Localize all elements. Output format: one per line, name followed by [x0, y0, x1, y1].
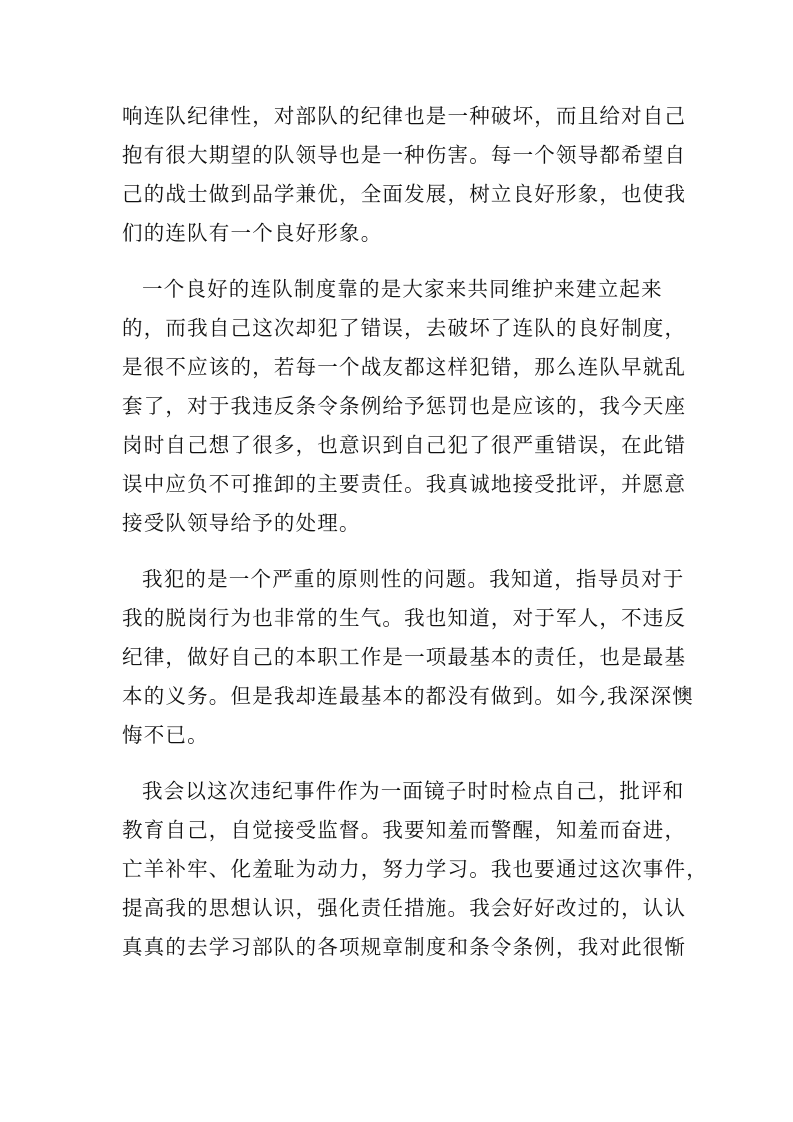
text-line: 我的脱岗行为也非常的生气。我也知道，对于军人，不违反	[122, 606, 687, 630]
text-line: 本的义务。但是我却连最基本的都没有做到。如今,我深深懊	[122, 684, 694, 708]
document-body	[122, 97, 708, 984]
text-line: 的，而我自己这次却犯了错误，去破坏了连队的良好制度，	[122, 316, 687, 340]
paragraph	[122, 560, 694, 755]
paragraph	[122, 97, 687, 253]
text-line: 是很不应该的，若每一个战友都这样犯错，那么连队早就乱	[122, 355, 687, 379]
text-line: 误中应负不可推卸的主要责任。我真诚地接受批评，并愿意	[122, 472, 687, 496]
text-line: 一个良好的连队制度靠的是大家来共同维护来建立起来	[142, 277, 663, 301]
text-line: 岗时自己想了很多，也意识到自己犯了很严重错误，在此错	[122, 433, 687, 457]
text-line: 提高我的思想认识，强化责任措施。我会好好改过的，认认	[122, 896, 687, 920]
text-line: 们的连队有一个良好形象。	[122, 221, 383, 245]
text-line: 纪律，做好自己的本职工作是一项最基本的责任，也是最基	[122, 645, 687, 669]
text-line: 教育自己，自觉接受监督。我要知羞而警醒，知羞而奋进，	[122, 818, 687, 842]
text-line: 抱有很大期望的队领导也是一种伤害。每一个领导都希望自	[122, 143, 687, 167]
text-line: 真真的去学习部队的各项规章制度和条令条例，我对此很惭	[122, 935, 687, 959]
paragraph	[122, 270, 687, 543]
text-line: 我会以这次违纪事件作为一面镜子时时检点自己，批评和	[142, 779, 685, 803]
paragraph	[122, 772, 708, 967]
text-line: 响连队纪律性，对部队的纪律也是一种破坏，而且给对自己	[122, 104, 687, 128]
text-line: 我犯的是一个严重的原则性的问题。我知道，指导员对于	[142, 567, 685, 591]
text-line: 套了，对于我违反条令条例给予惩罚也是应该的，我今天座	[122, 394, 687, 418]
text-line: 亡羊补牢、化羞耻为动力，努力学习。我也要通过这次事件，	[122, 857, 708, 881]
text-line: 悔不已。	[122, 723, 209, 747]
text-line: 接受队领导给予的处理。	[122, 511, 361, 535]
text-line: 己的战士做到品学兼优，全面发展，树立良好形象，也使我	[122, 182, 687, 206]
